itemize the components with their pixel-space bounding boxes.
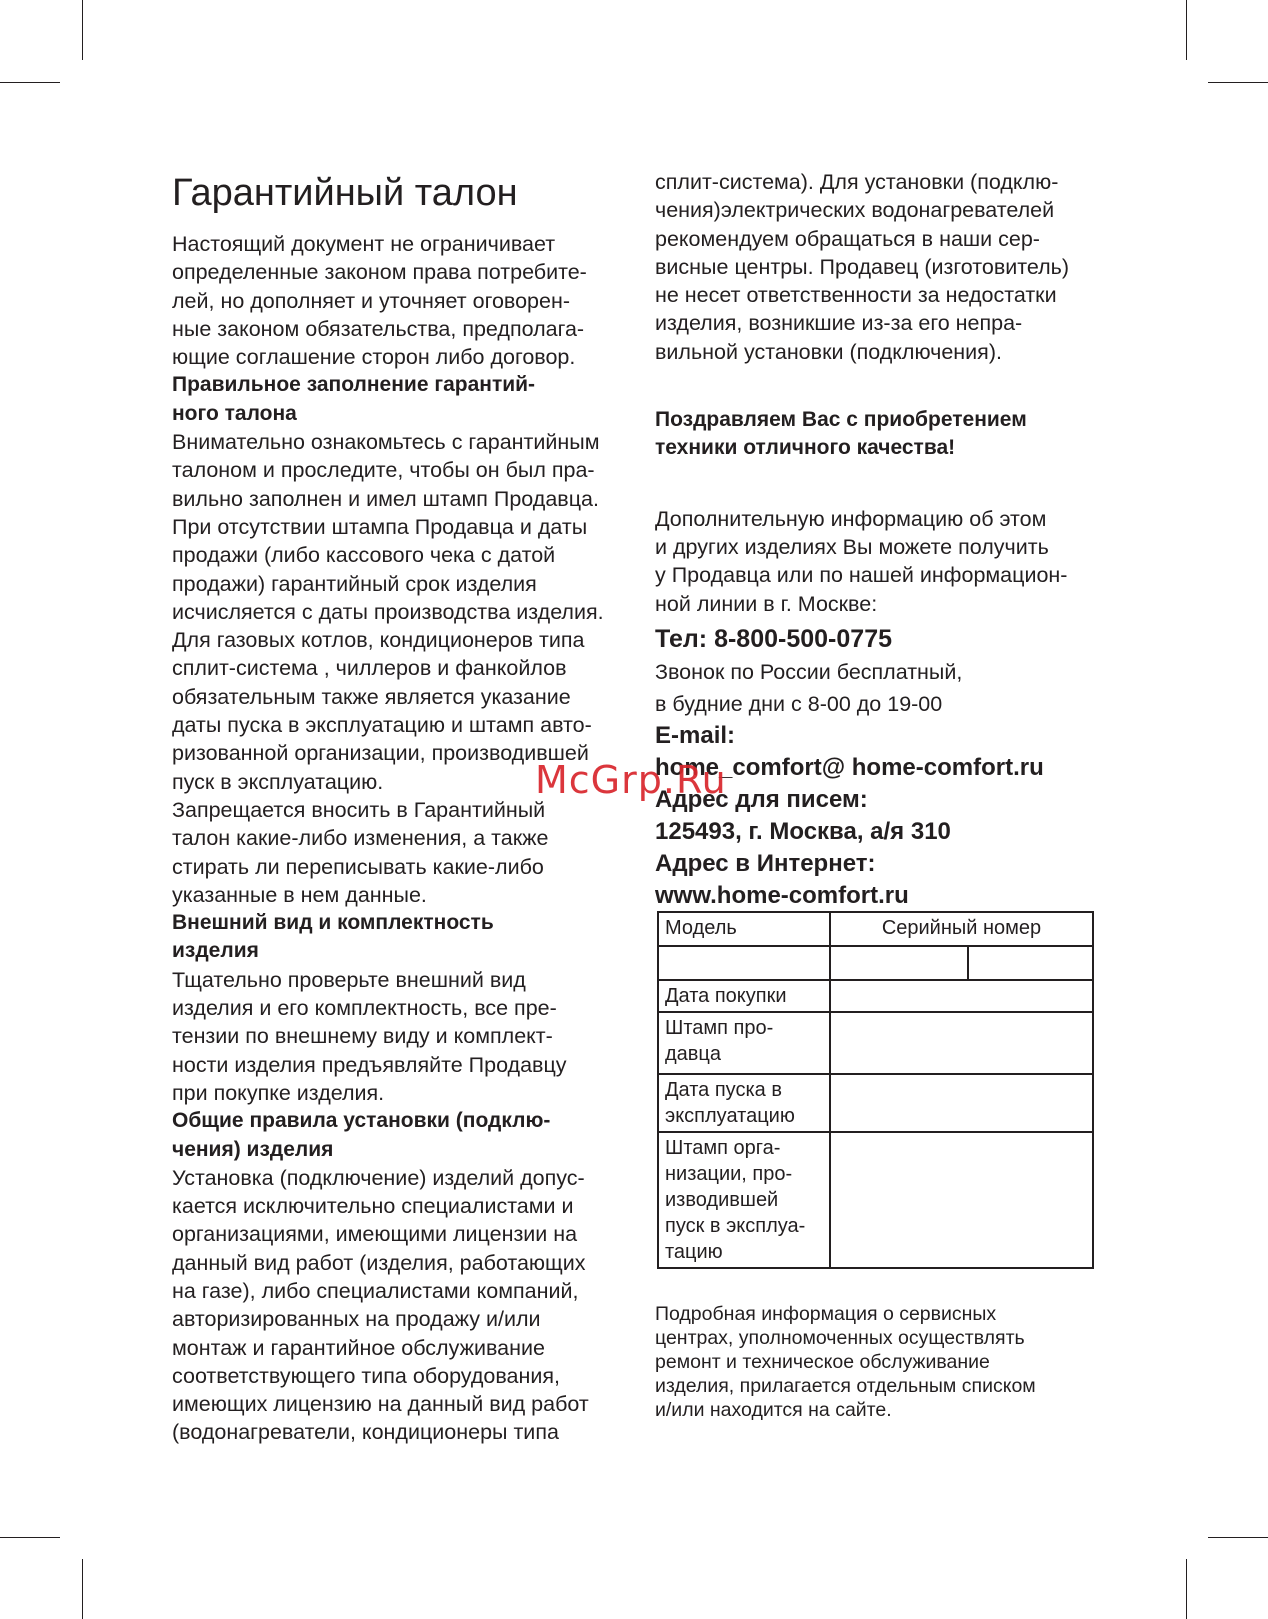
text-line: исчисляется с даты производства изделия. bbox=[172, 599, 604, 624]
crop-mark bbox=[0, 82, 60, 83]
text-line: тацию bbox=[665, 1241, 723, 1263]
text-line: Штамп про- bbox=[665, 1017, 774, 1039]
text-line: ного талона bbox=[172, 401, 297, 425]
text-line: пуск в эксплуатацию. bbox=[172, 769, 384, 794]
page-title: Гарантийный талон bbox=[172, 172, 518, 214]
text-line: Запрещается вносить в Гарантийный bbox=[172, 797, 546, 822]
installation-paragraph-continued bbox=[655, 168, 1095, 366]
text-line: изделия bbox=[172, 939, 259, 963]
text-line: Дата пуска в bbox=[665, 1079, 782, 1101]
text-line: чения) изделия bbox=[172, 1137, 334, 1161]
text-line: в будние дни с 8-00 до 19-00 bbox=[655, 691, 943, 716]
org-stamp-field[interactable] bbox=[830, 1132, 1093, 1268]
service-centers-note bbox=[655, 1302, 1095, 1422]
text-line: Установка (подключение) изделий допус- bbox=[172, 1165, 585, 1190]
text-line: у Продавца или по нашей информацион- bbox=[655, 563, 1068, 588]
text-line: центрах, уполномоченных осуществлять bbox=[655, 1327, 1025, 1349]
text-line: при покупке изделия. bbox=[172, 1080, 385, 1105]
start-date-field[interactable] bbox=[830, 1074, 1093, 1132]
phone-number: Тел: 8-800-500-0775 bbox=[655, 624, 892, 653]
filling-paragraph bbox=[172, 428, 622, 796]
website-url: www.home-comfort.ru bbox=[655, 881, 909, 909]
text-line: Подробная информация о сервисных bbox=[655, 1303, 997, 1325]
crop-mark bbox=[1186, 1559, 1187, 1619]
text-line: Внимательно ознакомьтесь с гарантийным bbox=[172, 430, 600, 455]
text-line: висные центры. Продавец (изготовитель) bbox=[655, 254, 1070, 279]
text-line: талон какие-либо изменения, а также bbox=[172, 826, 549, 851]
text-line: сплит-система , чиллеров и фанкойлов bbox=[172, 656, 567, 681]
text-line: давца bbox=[665, 1043, 721, 1065]
crop-mark bbox=[1208, 82, 1268, 83]
postal-address: 125493, г. Москва, а/я 310 bbox=[655, 817, 951, 845]
text-line: При отсутствии штампа Продавца и даты bbox=[172, 514, 588, 539]
text-line: низации, про- bbox=[665, 1163, 793, 1185]
crop-mark bbox=[82, 1559, 83, 1619]
warranty-form-table bbox=[657, 911, 1094, 1269]
text-line: рекомендуем обращаться в наши сер- bbox=[655, 226, 1040, 251]
text-line: даты пуска в эксплуатацию и штамп авто- bbox=[172, 713, 592, 738]
appearance-paragraph bbox=[172, 966, 622, 1107]
text-line: Правильное заполнение гарантий- bbox=[172, 373, 536, 397]
text-line: указанные в нем данные. bbox=[172, 882, 427, 907]
text-line: Звонок по России бесплатный, bbox=[655, 659, 963, 684]
text-line: Для газовых котлов, кондиционеров типа bbox=[172, 628, 585, 653]
org-stamp-label bbox=[658, 1132, 830, 1268]
text-line: Поздравляем Вас с приобретением bbox=[655, 408, 1027, 432]
email-label: E-mail: bbox=[655, 721, 736, 749]
text-line: продажи (либо кассового чека с датой bbox=[172, 543, 556, 568]
serial-field-a[interactable] bbox=[830, 946, 968, 980]
congrats-heading bbox=[655, 406, 1095, 463]
purchase-date-field[interactable] bbox=[830, 980, 1093, 1012]
text-line: вильно заполнен и имел штамп Продавца. bbox=[172, 486, 599, 511]
text-line: монтаж и гарантийное обслуживание bbox=[172, 1335, 545, 1360]
text-line: ремонт и техническое обслуживание bbox=[655, 1351, 990, 1373]
installation-paragraph bbox=[172, 1164, 622, 1447]
text-line: Внешний вид и комплектность bbox=[172, 911, 494, 935]
text-line: организациями, имеющими лицензии на bbox=[172, 1222, 578, 1247]
text-line: вильной установки (подключения). bbox=[655, 339, 1002, 364]
text-line: ризованной организации, производившей bbox=[172, 741, 589, 766]
model-label: Модель bbox=[658, 912, 830, 946]
text-line: и/или находится на сайте. bbox=[655, 1399, 892, 1421]
text-line: талоном и проследите, чтобы он был пра- bbox=[172, 458, 595, 483]
text-line: авторизированных на продажу и/или bbox=[172, 1307, 541, 1332]
model-field[interactable] bbox=[658, 946, 830, 980]
text-line: Штамп орга- bbox=[665, 1137, 781, 1159]
phone-note bbox=[655, 656, 1095, 720]
section-heading-installation bbox=[172, 1107, 622, 1164]
text-line: техники отличного качества! bbox=[655, 436, 956, 460]
text-line: изводившей bbox=[665, 1189, 779, 1211]
crop-mark bbox=[1186, 0, 1187, 60]
text-line: Тщательно проверьте внешний вид bbox=[172, 967, 526, 992]
seller-stamp-field[interactable] bbox=[830, 1012, 1093, 1074]
text-line: Настоящий документ не ограничивает bbox=[172, 232, 556, 256]
text-line: Дополнительную информацию об этом bbox=[655, 506, 1047, 531]
text-line: эксплуатацию bbox=[665, 1105, 795, 1127]
section-heading-appearance bbox=[172, 909, 622, 966]
serial-number-label: Серийный номер bbox=[830, 912, 1093, 946]
start-date-label bbox=[658, 1074, 830, 1132]
text-line: изделия, прилагается отдельным списком bbox=[655, 1375, 1036, 1397]
website-label: Адрес в Интернет: bbox=[655, 849, 876, 877]
info-paragraph bbox=[655, 505, 1095, 618]
text-line: и других изделиях Вы можете получить bbox=[655, 534, 1049, 559]
text-line: кается исключительно специалистами и bbox=[172, 1194, 574, 1219]
watermark-logo: McGrp.Ru bbox=[535, 758, 727, 802]
text-line: (водонагреватели, кондиционеры типа bbox=[172, 1420, 559, 1445]
text-line: ности изделия предъявляйте Продавцу bbox=[172, 1052, 567, 1077]
text-line: на газе), либо специалистами компаний, bbox=[172, 1278, 579, 1303]
text-line: соответствующего типа оборудования, bbox=[172, 1363, 560, 1388]
left-column bbox=[172, 168, 622, 1447]
text-line: изделия и его комплектность, все пре- bbox=[172, 996, 557, 1021]
text-line: ной линии в г. Москве: bbox=[655, 591, 878, 616]
text-line: продажи) гарантийный срок изделия bbox=[172, 571, 537, 596]
text-line: стирать ли переписывать какие-либо bbox=[172, 854, 544, 879]
section-heading-filling bbox=[172, 371, 622, 428]
text-line: лей, но дополняет и уточняет оговорен- bbox=[172, 288, 570, 313]
text-line: имеющих лицензию на данный вид работ bbox=[172, 1392, 589, 1417]
text-line: Общие правила установки (подклю- bbox=[172, 1109, 551, 1133]
intro-paragraph bbox=[172, 230, 622, 371]
address-label: Адрес для писем: bbox=[655, 785, 868, 813]
prohibition-paragraph bbox=[172, 796, 622, 909]
seller-stamp-label bbox=[658, 1012, 830, 1074]
text-line: ющие соглашение сторон либо договор. bbox=[172, 345, 576, 370]
text-line: чения)электрических водонагревателей bbox=[655, 198, 1055, 223]
crop-mark bbox=[0, 1537, 60, 1538]
crop-mark bbox=[1208, 1537, 1268, 1538]
crop-mark bbox=[82, 0, 83, 60]
text-line: ные законом обязательства, предполага- bbox=[172, 316, 585, 341]
text-line: изделия, возникшие из-за его непра- bbox=[655, 311, 1023, 336]
text-line: пуск в эксплуа- bbox=[665, 1215, 806, 1237]
text-line: обязательным также является указание bbox=[172, 684, 571, 709]
text-line: определенные законом права потребите- bbox=[172, 260, 587, 285]
text-line: тензии по внешнему виду и комплект- bbox=[172, 1024, 553, 1049]
email-address: home_comfort@ home-comfort.ru bbox=[655, 753, 1044, 781]
text-line: сплит-система). Для установки (подклю- bbox=[655, 170, 1059, 194]
text-line: данный вид работ (изделия, работающих bbox=[172, 1250, 586, 1275]
purchase-date-label: Дата покупки bbox=[658, 980, 830, 1012]
serial-field-b[interactable] bbox=[968, 946, 1093, 980]
text-line: не несет ответственности за недостатки bbox=[655, 283, 1057, 308]
